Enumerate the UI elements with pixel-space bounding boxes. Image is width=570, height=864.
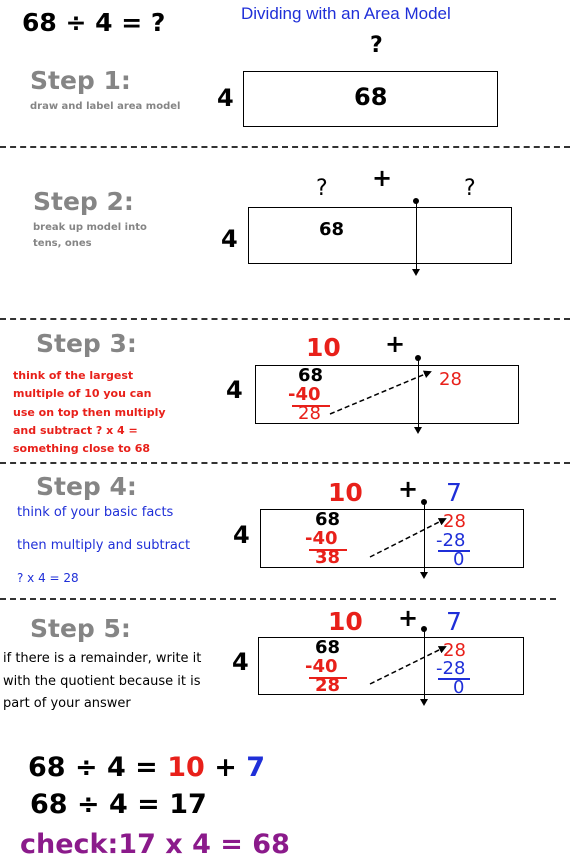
step4-description-line1: think of your basic facts (17, 505, 174, 520)
step4-divisor-label: 4 (233, 521, 250, 549)
step3-tens-quotient: 10 (306, 333, 341, 362)
step3-carried-remainder: 28 (439, 369, 462, 390)
step3-dividend: 68 (298, 365, 324, 386)
step5-ones-subtrahend: -28 (436, 658, 466, 679)
step4-ones-quotient: 7 (446, 478, 462, 507)
step4-ones-remainder: 0 (453, 549, 465, 570)
step3-plus-sign: + (385, 330, 406, 358)
step4-dividend: 68 (315, 509, 341, 530)
step4-subtrahend: -40 (305, 528, 338, 549)
step4-diagonal-arrow (370, 519, 445, 557)
step3-heading: Step 3: (36, 329, 137, 358)
step4-description-line2: then multiply and subtract (17, 538, 191, 553)
step1-heading: Step 1: (30, 66, 131, 95)
step3-description-line: something close to 68 (13, 442, 151, 456)
step2-heading: Step 2: (33, 187, 134, 216)
step3-description-line: think of the largest (13, 369, 134, 382)
step4-tens-quotient: 10 (328, 478, 363, 507)
step2-ones-question-mark: ? (464, 176, 476, 201)
problem-statement: 68 ÷ 4 = ? (22, 8, 166, 37)
step5-description-line: if there is a remainder, write it (3, 651, 202, 666)
step5-difference: 28 (315, 675, 341, 696)
step5-ones-dividend: 28 (443, 640, 466, 661)
step3-description-line: and subtract ? x 4 = (13, 423, 138, 437)
step3-diagonal-arrow (330, 372, 430, 414)
step2-plus-sign: + (372, 164, 393, 192)
step4-heading: Step 4: (36, 472, 137, 501)
step5-divisor-label: 4 (232, 648, 249, 676)
step2-description-line1: break up model into (33, 222, 147, 233)
answer-plus: + (204, 752, 247, 783)
step5-ones-quotient: 7 (446, 607, 462, 636)
step2-tens-question-mark: ? (316, 176, 328, 201)
step1-dividend: 68 (354, 83, 388, 111)
step1-description: draw and label area model (30, 101, 181, 112)
step3-difference: 28 (298, 403, 321, 424)
step2-dividend: 68 (319, 219, 345, 240)
answer-line-1 (28, 752, 265, 783)
step5-diagonal-arrow (370, 647, 445, 684)
step2-description-line2: tens, ones (33, 238, 92, 249)
answer-ones: 7 (246, 752, 266, 783)
step5-ones-remainder: 0 (453, 677, 465, 698)
answer-tens: 10 (167, 752, 205, 783)
answer-line-2: 68 ÷ 4 = 17 (30, 789, 207, 820)
step4-difference: 38 (315, 547, 341, 568)
step5-description-line: with the quotient because it is (3, 673, 201, 689)
step3-description-line: multiple of 10 you can (13, 387, 152, 401)
answer-expression: 68 ÷ 4 = (28, 752, 168, 783)
step4-ones-subtrahend: -28 (436, 530, 466, 551)
step5-plus-sign: + (398, 604, 419, 632)
step4-description-line3: ? x 4 = 28 (17, 571, 79, 585)
page-title: Dividing with an Area Model (241, 4, 451, 23)
step5-description-line: part of your answer (3, 696, 131, 711)
step3-divisor-label: 4 (226, 376, 243, 404)
step5-subtrahend: -40 (305, 656, 338, 677)
step5-dividend: 68 (315, 637, 341, 658)
step2-divisor-label: 4 (221, 225, 238, 253)
step4-plus-sign: + (398, 475, 419, 503)
check-line: check:17 x 4 = 68 (20, 829, 290, 860)
step5-tens-quotient: 10 (328, 607, 363, 636)
step5-heading: Step 5: (30, 614, 131, 643)
quotient-question-mark: ? (370, 33, 383, 58)
step3-description-line: use on top then multiply (13, 405, 166, 419)
step1-divisor-label: 4 (217, 84, 234, 112)
step4-ones-dividend: 28 (443, 511, 466, 532)
step3-subtrahend: -40 (288, 384, 321, 405)
